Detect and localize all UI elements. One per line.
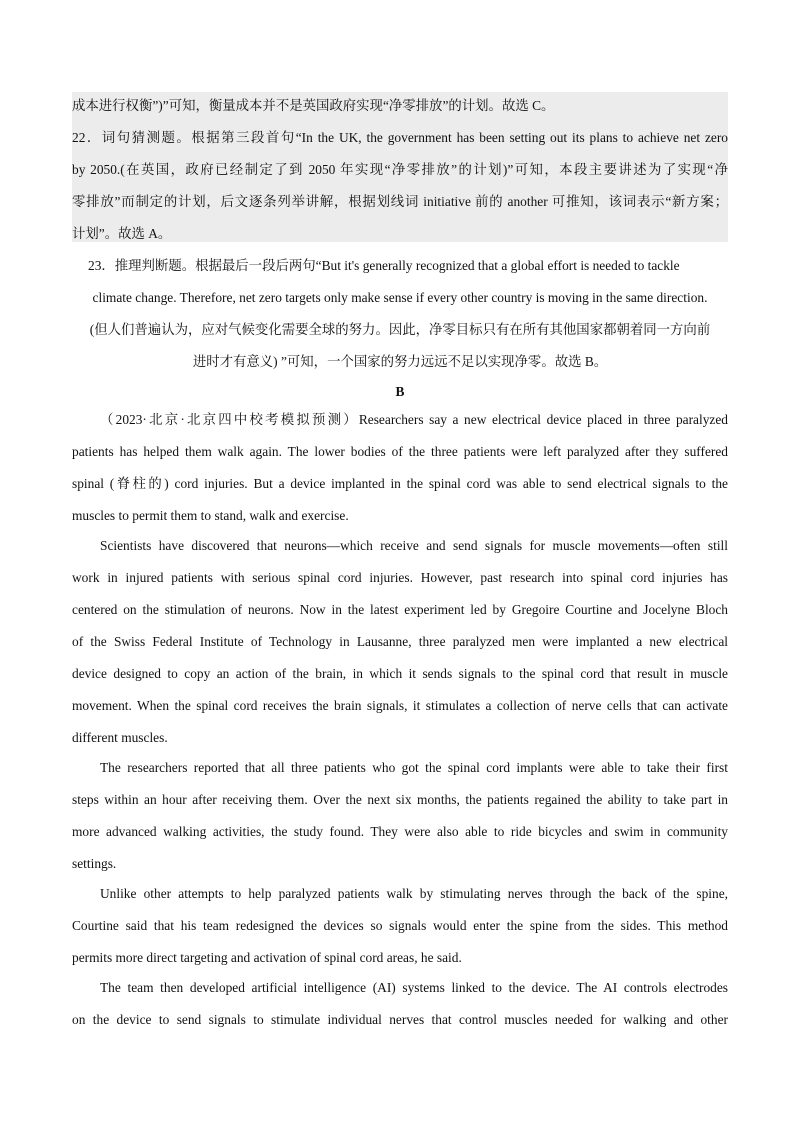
p1-line-4: muscles to permit them to stand, walk and exercise.	[72, 508, 349, 523]
p4-line-2: Courtine said that his team redesigned the devices so signals would enter the spine from the sides. This method	[72, 918, 728, 933]
p5-line-1: The team then developed artificial intelligence (AI) systems linked to the device. The AI controls electrodes	[100, 980, 728, 995]
p2-line-6: movement. When the spinal cord receives the brain signals, it stimulates a collection of nerve cells that can activate	[72, 698, 728, 713]
p1-line-1: （2023·北京·北京四中校考模拟预测）Researchers say a new electrical device placed in three paralyzed	[100, 412, 728, 427]
answer-21-tail: 成本进行权衡”)”可知，衡量成本并不是英国政府实现“净零排放”的计划。故选 C。	[72, 98, 555, 113]
answer-22-line-1: 22．词句猜测题。根据第三段首句“In the UK, the government has been setting out its plans to achieve net zero	[72, 130, 728, 145]
p2-line-3: centered on the stimulation of neurons. Now in the latest experiment led by Gregoire Courtine and Jocelyne Bloch	[72, 602, 728, 617]
p5-line-2: on the device to send signals to stimulate individual nerves that control muscles needed for walking and other	[72, 1012, 728, 1027]
p2-line-5: device designed to copy an action of the brain, in which it sends signals to the spinal cord that result in muscle	[72, 666, 728, 681]
p3-line-2: steps within an hour after receiving them. Over the next six months, the patients regained the ability to take part in	[72, 792, 728, 807]
p3-line-1: The researchers reported that all three patients who got the spinal cord implants were able to take their first	[100, 760, 728, 775]
p1-line-2: patients has helped them walk again. The lower bodies of the three patients were left paralyzed after they suffered	[72, 444, 728, 459]
section-heading: B	[395, 384, 405, 399]
p3-line-4: settings.	[72, 856, 117, 871]
answer-22-line-2: by 2050.(在英国，政府已经制定了到 2050 年实现“净零排放”的计划)”可知，本段主要讲述为了实现“净	[72, 162, 728, 177]
p2-line-4: of the Swiss Federal Institute of Technology in Lausanne, three paralyzed men were implanted a new electrical	[72, 634, 728, 649]
p2-line-2: work in injured patients with serious spinal cord injuries. However, past research into spinal cord injuries has	[72, 570, 728, 585]
answer-23-line-1: 23．推理判断题。根据最后一段后两句“But it's generally recognized that a global effort is needed to tackle	[88, 258, 680, 273]
p1-line-3: spinal (脊柱的) cord injuries. But a device implanted in the spinal cord was able to send electrical signals to the	[72, 476, 728, 491]
answer-22-line-4: 计划”。故选 A。	[72, 226, 172, 241]
answer-23-line-2: climate change. Therefore, net zero targets only make sense if every other country is moving in the same direction.	[92, 290, 708, 305]
p2-line-1: Scientists have discovered that neurons—which receive and send signals for muscle movements—often still	[100, 538, 728, 553]
p2-line-7: different muscles.	[72, 730, 168, 745]
p3-line-3: more advanced walking activities, the study found. They were also able to ride bicycles and swim in community	[72, 824, 728, 839]
answer-22-line-3: 零排放”而制定的计划，后文逐条列举讲解，根据划线词 initiative 前的 another 可推知，该词表示“新方案；	[72, 194, 728, 209]
p4-line-1: Unlike other attempts to help paralyzed patients walk by stimulating nerves through the back of the spine,	[100, 886, 728, 901]
p4-line-3: permits more direct targeting and activation of spinal cord areas, he said.	[72, 950, 462, 965]
answer-23-line-4: 进时才有意义) ”可知，一个国家的努力远远不足以实现净零。故选 B。	[192, 354, 608, 369]
answer-23-line-3: (但人们普遍认为，应对气候变化需要全球的努力。因此，净零目标只有在所有其他国家都朝着同一方向前	[89, 322, 711, 337]
